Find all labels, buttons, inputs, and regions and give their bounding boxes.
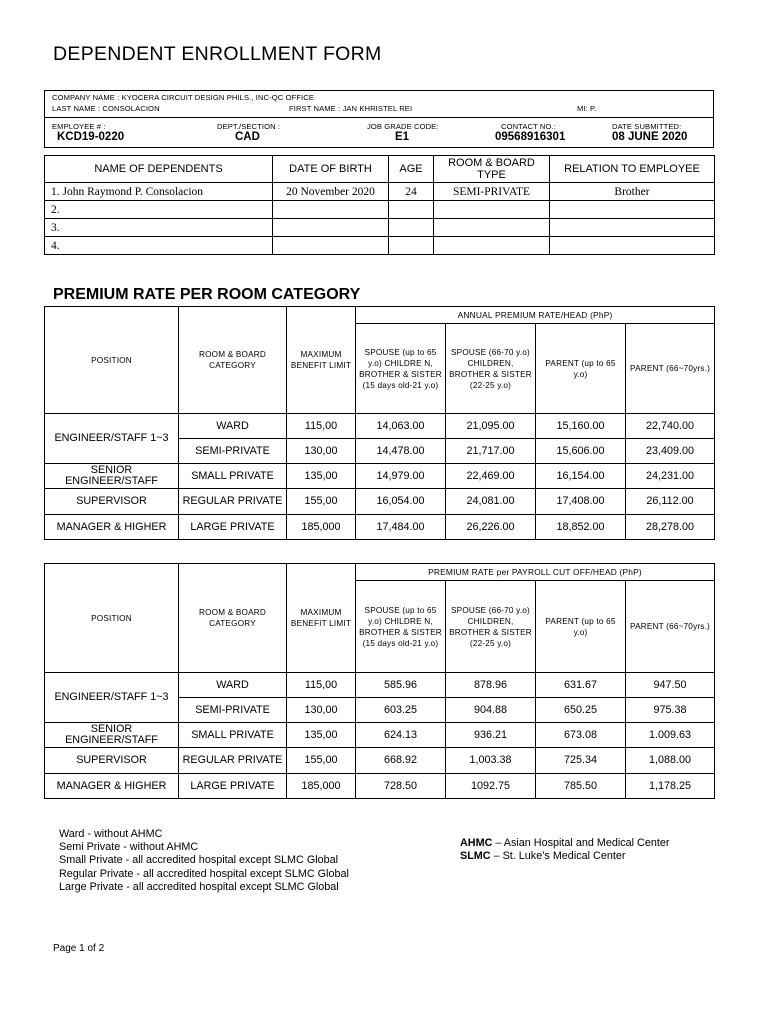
parent-up-to-65-header: PARENT (up to 65 y.o): [536, 324, 626, 414]
position-cell: MANAGER & HIGHER: [45, 774, 179, 799]
rate-cell: 936.21: [446, 723, 536, 748]
rate-cell: 24,081.00: [446, 489, 536, 515]
parent-66-70-header: PARENT (66~70yrs.): [626, 324, 715, 414]
legend-item: Ward - without AHMC: [59, 828, 163, 840]
rate-cell: 23,409.00: [626, 439, 715, 464]
max-benefit-header: MAXIMUM BENEFIT LIMIT: [287, 307, 356, 414]
last-name: LAST NAME : CONSOLACION: [52, 104, 160, 113]
dependent-age[interactable]: [389, 237, 434, 255]
rate-cell: 631.67: [536, 673, 626, 698]
contact-label: CONTACT NO.:: [501, 122, 556, 131]
rate-cell: 1,003.38: [446, 748, 536, 774]
job-grade-value: E1: [395, 131, 410, 143]
rate-cell: 947.50: [626, 673, 715, 698]
rate-cell: 975.38: [626, 698, 715, 723]
rate-cell: 603.25: [356, 698, 446, 723]
rate-cell: 673.08: [536, 723, 626, 748]
company-name: COMPANY NAME : KYOCERA CIRCUIT DESIGN PHILS., INC-QC OFFICE: [52, 93, 315, 102]
dependent-dob[interactable]: [273, 201, 389, 219]
date-submitted-label: DATE SUBMITTED:: [612, 122, 682, 131]
spouse-66-70-header: SPOUSE (66-70 y.o) CHILDREN, BROTHER & SISTER (22-25 y.o): [446, 324, 536, 414]
max-cell: 185,000: [287, 774, 356, 799]
room-cell: SMALL PRIVATE: [179, 464, 287, 489]
col-room-header: ROOM & BOARD TYPE: [434, 156, 550, 183]
rate-cell: 21,095.00: [446, 414, 536, 439]
dependent-age[interactable]: 24: [389, 183, 434, 201]
position-header: POSITION: [45, 564, 179, 673]
abbreviation-item: [460, 837, 669, 850]
col-name-header: NAME OF DEPENDENTS: [45, 156, 273, 183]
max-benefit-header: MAXIMUM BENEFIT LIMIT: [287, 564, 356, 673]
legend-item: Semi Private - without AHMC: [59, 841, 199, 854]
max-cell: 185,000: [287, 515, 356, 540]
section-title: PREMIUM RATE PER ROOM CATEGORY: [53, 286, 361, 303]
rate-cell: 21,717.00: [446, 439, 536, 464]
room-cell: REGULAR PRIVATE: [179, 748, 287, 774]
position-cell: SUPERVISOR: [45, 489, 179, 515]
table-row: [45, 237, 715, 255]
employee-number-label: EMPLOYEE # :: [52, 122, 106, 131]
rate-cell: 15,160.00: [536, 414, 626, 439]
annual-premium-header: ANNUAL PREMIUM RATE/HEAD (PhP): [356, 307, 715, 324]
col-relation-header: RELATION TO EMPLOYEE: [550, 156, 715, 183]
rate-cell: 26,112.00: [626, 489, 715, 515]
dependent-age[interactable]: [389, 219, 434, 237]
employee-info-box: [44, 90, 714, 148]
dependents-header-row: [45, 156, 715, 183]
rate-cell: 650.25: [536, 698, 626, 723]
dependent-room[interactable]: [434, 237, 550, 255]
legend-item: Large Private - all accredited hospital except SLMC Global: [59, 880, 339, 893]
table-header-row: [45, 307, 715, 324]
dependent-room[interactable]: [434, 219, 550, 237]
rate-cell: 1.009.63: [626, 723, 715, 748]
employee-number-value: KCD19-0220: [57, 131, 125, 143]
abbreviation-code: SLMC: [460, 850, 491, 863]
form-title: DEPENDENT ENROLLMENT FORM: [53, 43, 382, 65]
table-row: [45, 489, 715, 515]
dependent-name[interactable]: 3.: [45, 219, 273, 237]
room-cell: WARD: [179, 414, 287, 439]
rate-cell: 14,979.00: [356, 464, 446, 489]
spouse-up-to-65-header: SPOUSE (up to 65 y.o) CHILDRE N, BROTHER & SISTER (15 days old-21 y.o): [356, 581, 446, 673]
dept-value: CAD: [235, 131, 260, 143]
rate-cell: 22,740.00: [626, 414, 715, 439]
rate-cell: 624.13: [356, 723, 446, 748]
room-cell: SEMI-PRIVATE: [179, 439, 287, 464]
room-cell: SEMI-PRIVATE: [179, 698, 287, 723]
rate-cell: 1,178.25: [626, 774, 715, 799]
spouse-up-to-65-header: SPOUSE (up to 65 y.o) CHILDRE N, BROTHER & SISTER (15 days old-21 y.o): [356, 324, 446, 414]
dependent-room[interactable]: [434, 201, 550, 219]
abbreviation-desc: – St. Luke’s Medical Center: [490, 850, 626, 863]
legend-item: Regular Private - all accredited hospital except SLMC Global: [59, 867, 349, 880]
dependent-relation[interactable]: [550, 219, 715, 237]
rate-cell: 878.96: [446, 673, 536, 698]
table-row: [45, 201, 715, 219]
rate-cell: 22,469.00: [446, 464, 536, 489]
first-name: FIRST NAME : JAN KHRISTEL REI: [289, 104, 413, 113]
parent-up-to-65-header: PARENT (up to 65 y.o): [536, 581, 626, 673]
room-legend: [59, 828, 349, 894]
dependent-name[interactable]: 1. John Raymond P. Consolacion: [45, 183, 273, 201]
spouse-66-70-header: SPOUSE (66-70 y.o) CHILDREN, BROTHER & SISTER (22-25 y.o): [446, 581, 536, 673]
rate-cell: 1092.75: [446, 774, 536, 799]
rate-cell: 28,278.00: [626, 515, 715, 540]
dependent-name[interactable]: 2.: [45, 201, 273, 219]
dependent-relation[interactable]: [550, 237, 715, 255]
rate-cell: 1,088.00: [626, 748, 715, 774]
rate-cell: 725.34: [536, 748, 626, 774]
room-cell: LARGE PRIVATE: [179, 774, 287, 799]
table-row: [45, 673, 715, 698]
table-row: [45, 183, 715, 201]
dependent-age[interactable]: [389, 201, 434, 219]
max-cell: 115,00: [287, 414, 356, 439]
table-row: [45, 464, 715, 489]
dependent-room[interactable]: SEMI-PRIVATE: [434, 183, 550, 201]
payroll-premium-header: PREMIUM RATE per PAYROLL CUT OFF/HEAD (PhP): [356, 564, 715, 581]
rate-cell: 585.96: [356, 673, 446, 698]
rate-cell: 14,478.00: [356, 439, 446, 464]
payroll-premium-table: [44, 563, 715, 799]
table-row: [45, 414, 715, 439]
table-row: [45, 219, 715, 237]
rate-cell: 18,852.00: [536, 515, 626, 540]
dependent-name[interactable]: 4.: [45, 237, 273, 255]
dependent-dob[interactable]: [273, 237, 389, 255]
middle-initial: MI: P.: [577, 104, 597, 113]
room-cell: LARGE PRIVATE: [179, 515, 287, 540]
room-cell: WARD: [179, 673, 287, 698]
page-number: Page 1 of 2: [53, 943, 105, 954]
dependent-relation[interactable]: [550, 201, 715, 219]
rate-cell: 24,231.00: [626, 464, 715, 489]
contact-value: 09568916301: [495, 131, 566, 143]
position-cell: MANAGER & HIGHER: [45, 515, 179, 540]
table-row: [45, 774, 715, 799]
col-age-header: AGE: [389, 156, 434, 183]
dependent-dob[interactable]: 20 November 2020: [273, 183, 389, 201]
max-cell: 135,00: [287, 464, 356, 489]
position-cell: ENGINEER/STAFF 1~3: [45, 673, 179, 723]
rate-cell: 16,154.00: [536, 464, 626, 489]
rate-cell: 17,484.00: [356, 515, 446, 540]
position-cell: SUPERVISOR: [45, 748, 179, 774]
abbreviation-item: [460, 850, 669, 863]
dependent-relation[interactable]: Brother: [550, 183, 715, 201]
rate-cell: 785.50: [536, 774, 626, 799]
dependent-dob[interactable]: [273, 219, 389, 237]
max-cell: 135,00: [287, 723, 356, 748]
employee-name-row: [45, 91, 713, 118]
table-row: [45, 723, 715, 748]
room-cell: SMALL PRIVATE: [179, 723, 287, 748]
rate-cell: 15,606.00: [536, 439, 626, 464]
room-cell: REGULAR PRIVATE: [179, 489, 287, 515]
max-cell: 155,00: [287, 748, 356, 774]
rate-cell: 16,054.00: [356, 489, 446, 515]
col-dob-header: DATE OF BIRTH: [273, 156, 389, 183]
room-category-header: ROOM & BOARD CATEGORY: [179, 307, 287, 414]
position-cell: SENIOR ENGINEER/STAFF: [45, 723, 179, 748]
table-row: [45, 515, 715, 540]
dept-label: DEPT./SECTION :: [217, 122, 281, 131]
abbreviation-code: AHMC: [460, 837, 493, 849]
rate-cell: 904.88: [446, 698, 536, 723]
rate-cell: 17,408.00: [536, 489, 626, 515]
job-grade-label: JOB GRADE CODE:: [367, 122, 439, 131]
abbreviations: [460, 837, 669, 863]
rate-cell: 668.92: [356, 748, 446, 774]
legend-item: Small Private - all accredited hospital except SLMC Global: [59, 854, 339, 867]
parent-66-70-header: PARENT (66~70yrs.): [626, 581, 715, 673]
max-cell: 130,00: [287, 439, 356, 464]
date-submitted-value: 08 JUNE 2020: [612, 131, 688, 143]
position-cell: SENIOR ENGINEER/STAFF: [45, 464, 179, 489]
position-header: POSITION: [45, 307, 179, 414]
room-category-header: ROOM & BOARD CATEGORY: [179, 564, 287, 673]
rate-cell: 26,226.00: [446, 515, 536, 540]
rate-cell: 14,063.00: [356, 414, 446, 439]
table-header-row: [45, 564, 715, 581]
rate-cell: 728.50: [356, 774, 446, 799]
annual-premium-table: [44, 306, 715, 540]
abbreviation-desc: – Asian Hospital and Medical Center: [492, 837, 670, 849]
table-row: [45, 748, 715, 774]
dependents-table: [44, 155, 715, 255]
max-cell: 115,00: [287, 673, 356, 698]
max-cell: 130,00: [287, 698, 356, 723]
position-cell: ENGINEER/STAFF 1~3: [45, 414, 179, 464]
max-cell: 155,00: [287, 489, 356, 515]
